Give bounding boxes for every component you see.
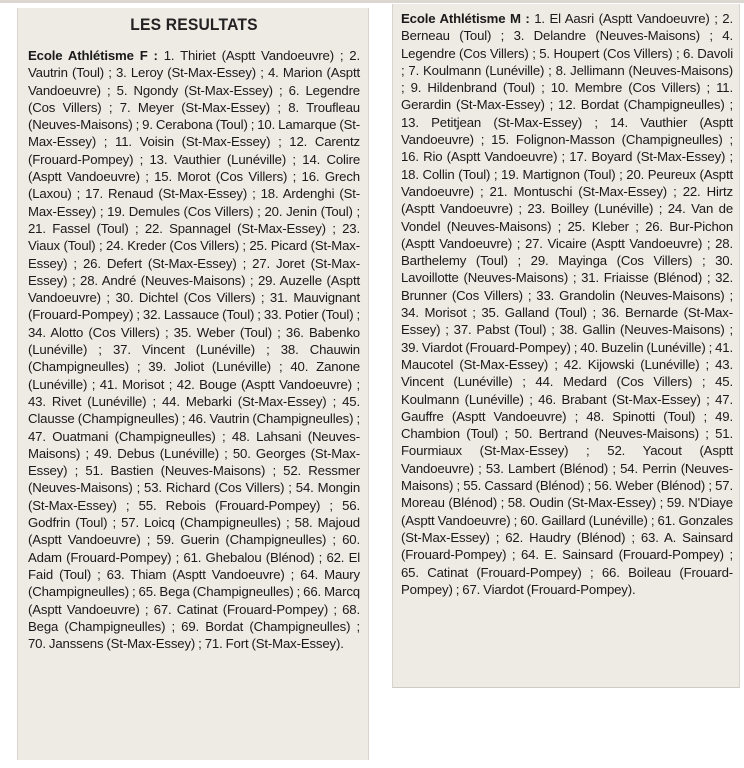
boys-results-paragraph [401,10,733,598]
boys-category-heading: Ecole Athlétisme M : [401,11,530,26]
girls-results-list: 1. Thiriet (Asptt Vandoeuvre) ; 2. Vautrin (Toul) ; 3. Leroy (St-Max-Essey) ; 4. Marion (Asptt Vandoeuvre) ; 5. Ngondy (St-Max-Essey) ; 6. Legendre (Cos Villers) ; 7. Meyer (St-Max-Essey) ; 8. Troufleau (Neuves-Maisons) ; 9. Cerabona (Toul) ; 10. Lamarque (St-Max-Essey) ; 11. Voisin (St-Max-Essey) ; 12. Carentz (Frouard-Pompey) ; 13. Vauthier (Lunéville) ; 14. Colire (Asptt Vandoeuvre) ; 15. Morot (Cos Villers) ; 16. Grech (Laxou) ; 17. Renaud (St-Max-Essey) ; 18. Ardenghi (St-Max-Essey) ; 19. Demules (Cos Villers) ; 20. Jenin (Toul) ; 21. Fassel (Toul) ; 22. Spannagel (St-Max-Essey) ; 23. Viaux (Toul) ; 24. Kreder (Cos Villers) ; 25. Picard (St-Max-Essey) ; 26. Defert (St-Max-Essey) ; 27. Joret (St-Max-Essey) ; 28. André (Neuves-Maisons) ; 29. Auzelle (Asptt Vandoeuvre) ; 30. Dichtel (Cos Villers) ; 31. Mauvignant (Frouard-Pompey) ; 32. Lassauce (Toul) ; 33. Potier (Toul) ; 34. Alotto (Cos Villers) ; 35. Weber (Toul) ; 36. Babenko (Lunéville) ; 37. Vincent (Lunéville) ; 38. Chauwin (Champigneulles) ; 39. Joliot (Lunéville) ; 40. Zanone (Lunéville) ; 41. Morisot ; 42. Bouge (Asptt Vandoeuvre) ; 43. Rivet (Lunéville) ; 44. Mebarki (St-Max-Essey) ; 45. Clausse (Champigneulles) ; 46. Vautrin (Champigneulles) ; 47. Ouatmani (Champigneulles) ; 48. Lahsani (Neuves-Maisons) ; 49. Debus (Lunéville) ; 50. Georges (St-Max-Essey) ; 51. Bastien (Neuves-Maisons) ; 52. Ressmer (Neuves-Maisons) ; 53. Richard (Cos Villers) ; 54. Mongin (St-Max-Essey) ; 55. Rebois (Frouard-Pompey) ; 56. Godfrin (Toul) ; 57. Loicq (Champigneulles) ; 58. Majoud (Asptt Vandoeuvre) ; 59. Guerin (Champigneulles) ; 60. Adam (Frouard-Pompey) ; 61. Ghebalou (Blénod) ; 62. El Faid (Toul) ; 63. Thiam (Asptt Vandoeuvre) ; 64. Maury (Champigneulles) ; 65. Bega (Champigneulles) ; 66. Marcq (Asptt Vandoeuvre) ; 67. Catinat (Frouard-Pompey) ; 68. Bega (Champigneulles) ; 69. Bordat (Champigneulles) ; 70. Janssens (St-Max-Essey) ; 71. Fort (St-Max-Essey). [28,48,360,652]
boys-results-list: 1. El Aasri (Asptt Vandoeuvre) ; 2. Berneau (Toul) ; 3. Delandre (Neuves-Maisons) ; 4. Legendre (Cos Villers) ; 5. Houpert (Cos Villers) ; 6. Davoli ; 7. Koulmann (Lunéville) ; 8. Jellimann (Neuves-Maisons) ; 9. Hildenbrand (Toul) ; 10. Membre (Cos Villers) ; 11. Gerardin (St-Max-Essey) ; 12. Bordat (Champigneulles) ; 13. Petitjean (St-Max-Essey) ; 14. Vauthier (Asptt Vandoeuvre) ; 15. Folignon-Masson (Champigneulles) ; 16. Rio (Asptt Vandoeuvre) ; 17. Boyard (St-Max-Essey) ; 18. Collin (Toul) ; 19. Martignon (Toul) ; 20. Peureux (Asptt Vandoeuvre) ; 21. Montuschi (St-Max-Essey) ; 22. Hirtz (Asptt Vandoeuvre) ; 23. Boilley (Lunéville) ; 24. Van de Vondel (Neuves-Maisons) ; 25. Kleber ; 26. Bur-Pichon (Asptt Vandoeuvre) ; 27. Vicaire (Asptt Vandoeuvre) ; 28. Barthelemy (Toul) ; 29. Mayinga (Cos Villers) ; 30. Lavoillotte (Neuves-Maisons) ; 31. Friaisse (Blénod) ; 32. Brunner (Cos Villers) ; 33. Grandolin (Neuves-Maisons) ; 34. Morisot ; 35. Galland (Toul) ; 36. Bernarde (St-Max-Essey) ; 37. Pabst (Toul) ; 38. Gallin (Neuves-Maisons) ; 39. Viardot (Frouard-Pompey) ; 40. Buzelin (Lunéville) ; 41. Maucotel (St-Max-Essey) ; 42. Kijowski (Lunéville) ; 43. Vincent (Lunéville) ; 44. Medard (Cos Villers) ; 45. Koulmann (Lunéville) ; 46. Brabant (St-Max-Essey) ; 47. Gauffre (Asptt Vandoeuvre) ; 48. Spinotti (Toul) ; 49. Chambion (Toul) ; 50. Bertrand (Neuves-Maisons) ; 51. Fourmiaux (St-Max-Essey) ; 52. Yacout (Asptt Vandoeuvre) ; 53. Lambert (Blénod) ; 54. Perrin (Neuves-Maisons) ; 55. Cassard (Blénod) ; 56. Weber (Blénod) ; 57. Moreau (Blénod) ; 58. Oudin (St-Max-Essey) ; 59. N'Diaye (Asptt Vandoeuvre) ; 60. Gaillard (Lunéville) ; 61. Gonzales (St-Max-Essey) ; 62. Haudry (Blénod) ; 63. A. Sainsard (Frouard-Pompey) ; 64. E. Sainsard (Frouard-Pompey) ; 65. Catinat (Frouard-Pompey) ; 66. Boileau (Frouard-Pompey) ; 67. Viardot (Frouard-Pompey). [401,11,734,597]
newspaper-clipping-right [392,4,740,688]
girls-results-paragraph [28,47,360,652]
scan-top-edge [0,0,744,3]
girls-category-heading: Ecole Athlétisme F : [28,48,158,63]
clipping-title: LES RESULTATS [130,15,258,34]
newspaper-clipping-left [17,8,369,760]
